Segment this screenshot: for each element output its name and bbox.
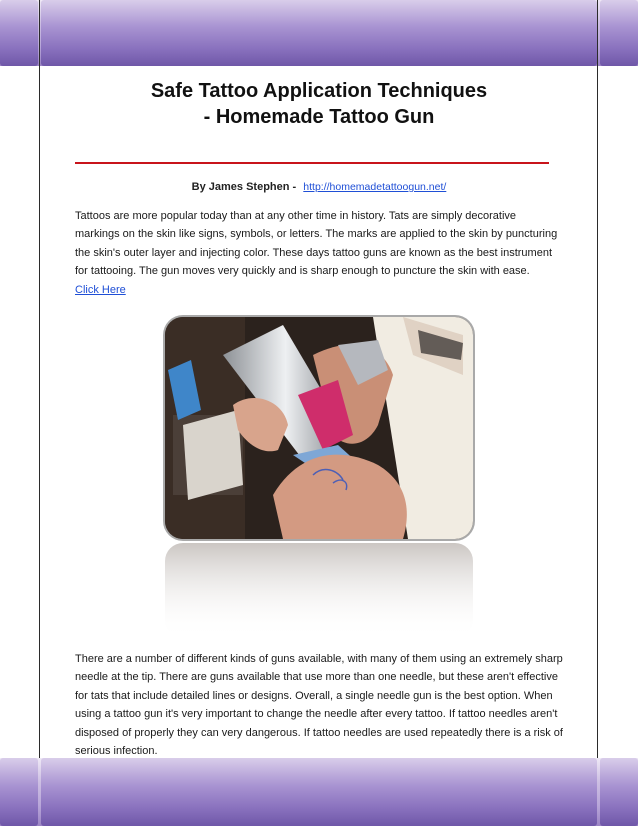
author-name: By James Stephen - (191, 181, 297, 193)
click-here-link[interactable]: Click Here (75, 284, 126, 296)
top-band-center-tile (41, 0, 597, 66)
top-band-left-tile (0, 0, 38, 66)
bottom-band-center-tile (41, 758, 597, 826)
byline (75, 181, 563, 193)
intro-paragraph: Tattoos are more popular today than at any other time in history. Tats are simply decorative markings on the skin like signs, symbols, or letters. The marks are applied to the skin by puncturing the skin's outer layer and injecting color. These days tattoo guns are known as the best instrument for tattooing. The gun moves very quickly and is sharp enough to puncture the skin with ease. (75, 210, 558, 278)
title-line-1: Safe Tattoo Application Techniques (150, 80, 488, 102)
title-line-2: - Homemade Tattoo Gun (203, 106, 435, 128)
bottom-band-left-tile (0, 758, 38, 826)
top-band-right-tile (600, 0, 638, 66)
bottom-band-right-tile (600, 758, 638, 826)
source-link[interactable]: http://homemadetattoogun.net/ (303, 181, 447, 193)
title-divider (75, 162, 549, 164)
body-paragraph: There are a number of different kinds of guns available, with many of them using an extremely sharp needle at the tip. There are guns available that use more than one needle, but these aren't effective for tats that include detailed lines or designs. Overall, a single needle gun is the best option. When using a tattoo gun it's very important to change the needle after every tattoo. If tattoo needles aren't disposed of properly they can very dangerous. If tattoo needles are used repeatedly there is a risk of serious infection. (75, 653, 563, 758)
page-title (75, 78, 563, 130)
top-decorative-band (0, 0, 638, 66)
right-border-line (597, 0, 598, 826)
tattoo-gun-photo (163, 315, 475, 638)
photo-reflection (165, 543, 473, 638)
left-border-line (39, 0, 40, 826)
bottom-decorative-band (0, 758, 638, 826)
